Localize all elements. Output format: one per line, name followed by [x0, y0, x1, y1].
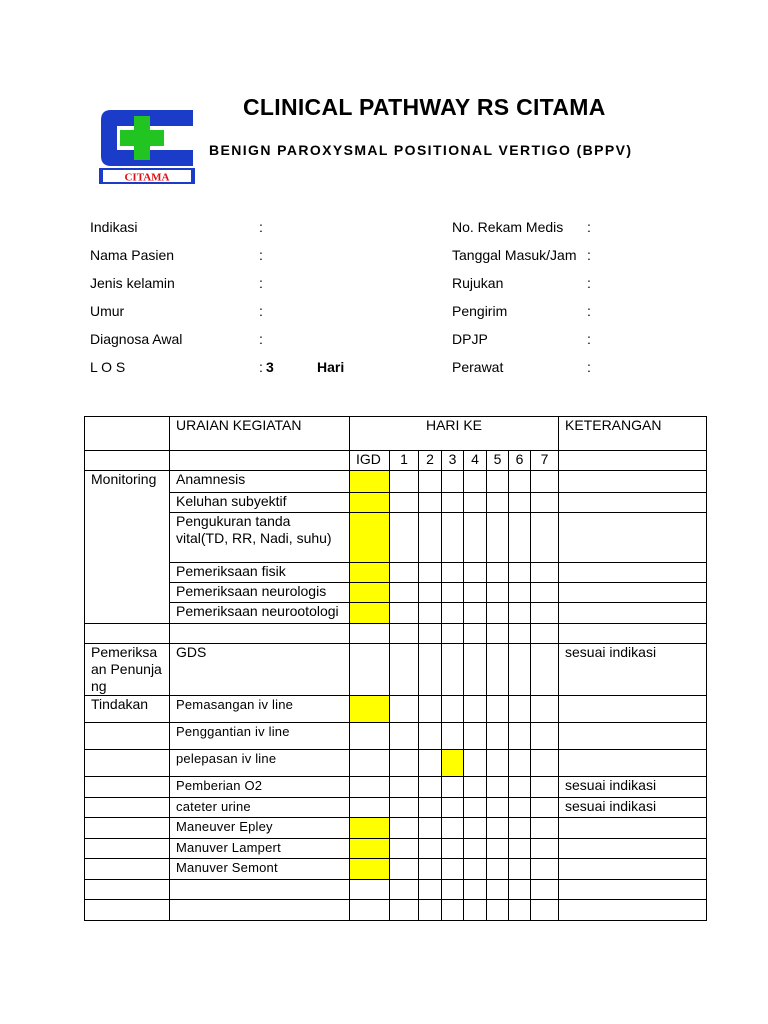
group-cell — [85, 880, 170, 900]
day-cell — [509, 880, 531, 900]
day-cell — [487, 624, 509, 644]
day-cell — [419, 583, 442, 603]
info-colon: : — [587, 331, 591, 347]
activity-cell: cateter urine — [170, 798, 350, 818]
day-cell — [419, 624, 442, 644]
day-cell — [509, 750, 531, 777]
day-cell — [419, 471, 442, 493]
group-cell — [85, 777, 170, 798]
table-row — [85, 798, 707, 818]
info-label: Rujukan — [452, 275, 504, 291]
day-cell — [509, 859, 531, 880]
day-cell — [419, 750, 442, 777]
activity-cell: Manuver Semont — [170, 859, 350, 880]
table-row — [85, 563, 707, 583]
note-cell — [559, 839, 707, 859]
header-uraian: URAIAN KEGIATAN — [170, 417, 350, 451]
day-cell-3 — [442, 750, 464, 777]
day-cell — [531, 777, 559, 798]
day-cell — [531, 798, 559, 818]
info-label: Diagnosa Awal — [90, 331, 183, 347]
day-cell — [487, 603, 509, 624]
los-unit: Hari — [317, 359, 345, 375]
day-cell — [531, 603, 559, 624]
day-cell — [531, 859, 559, 880]
day-cell — [531, 900, 559, 921]
day-cell — [464, 750, 487, 777]
day-cell — [487, 513, 509, 563]
day-cell — [419, 880, 442, 900]
day-cell — [509, 900, 531, 921]
activity-cell: Pengukuran tanda vital(TD, RR, Nadi, suhu) — [170, 513, 350, 563]
day-cell — [487, 471, 509, 493]
day-header-blank — [85, 451, 170, 471]
day-cell-igd — [350, 696, 390, 723]
day-cell — [487, 900, 509, 921]
page-title: CLINICAL PATHWAY RS CITAMA — [243, 94, 606, 120]
day-cell — [487, 563, 509, 583]
day-cell — [390, 839, 419, 859]
table-row — [85, 750, 707, 777]
day-cell — [419, 798, 442, 818]
day-cell — [509, 603, 531, 624]
activity-cell: Pemberian O2 — [170, 777, 350, 798]
day-cell — [442, 696, 464, 723]
day-cell — [487, 818, 509, 839]
group-cell — [85, 723, 170, 750]
day-cell — [419, 603, 442, 624]
note-cell — [559, 818, 707, 839]
group-cell — [85, 798, 170, 818]
day-cell — [419, 513, 442, 563]
group-cell — [85, 750, 170, 777]
day-cell — [531, 624, 559, 644]
day-cell — [442, 624, 464, 644]
day-header-4: 4 — [464, 451, 487, 471]
info-label: Perawat — [452, 359, 504, 375]
day-cell — [509, 644, 531, 696]
day-cell — [487, 777, 509, 798]
day-cell — [442, 563, 464, 583]
day-cell — [390, 777, 419, 798]
day-cell — [487, 723, 509, 750]
info-label: Pengirim — [452, 303, 508, 319]
day-cell — [509, 777, 531, 798]
info-colon: : — [259, 331, 263, 347]
day-cell — [509, 513, 531, 563]
activity-cell — [170, 624, 350, 644]
day-header-5: 5 — [487, 451, 509, 471]
note-cell — [559, 859, 707, 880]
day-cell — [531, 513, 559, 563]
day-cell — [487, 493, 509, 513]
activity-cell — [170, 900, 350, 921]
table-row-empty — [85, 624, 707, 644]
day-header-7: 7 — [531, 451, 559, 471]
activity-cell: pelepasan iv line — [170, 750, 350, 777]
table-row — [85, 818, 707, 839]
day-cell-igd — [350, 603, 390, 624]
header-hari-ke: HARI KE — [350, 417, 559, 451]
day-cell — [419, 696, 442, 723]
day-cell-igd — [350, 839, 390, 859]
day-header-igd: IGD — [350, 451, 390, 471]
table-row — [85, 859, 707, 880]
day-cell — [509, 624, 531, 644]
note-cell: sesuai indikasi — [559, 644, 707, 696]
info-colon: : — [259, 275, 263, 291]
pathway-table-body — [85, 417, 707, 921]
day-cell-igd — [350, 563, 390, 583]
info-colon: : — [587, 219, 591, 235]
day-cell — [419, 818, 442, 839]
patient-info-left — [90, 219, 420, 389]
table-row — [85, 603, 707, 624]
activity-cell: GDS — [170, 644, 350, 696]
day-cell — [464, 880, 487, 900]
day-cell — [487, 644, 509, 696]
day-cell — [350, 624, 390, 644]
info-colon: : — [259, 303, 263, 319]
day-cell — [350, 777, 390, 798]
citama-logo-graphic — [97, 104, 197, 186]
info-label: No. Rekam Medis — [452, 219, 564, 235]
day-cell — [442, 859, 464, 880]
info-label: Nama Pasien — [90, 247, 175, 263]
day-cell — [442, 513, 464, 563]
day-cell — [464, 603, 487, 624]
group-label-pemeriksaan-penunjang — [85, 644, 170, 696]
day-cell — [390, 750, 419, 777]
los-value: 3 — [266, 359, 274, 375]
day-header-3: 3 — [442, 451, 464, 471]
table-row — [85, 471, 707, 493]
note-cell — [559, 603, 707, 624]
header-keterangan: KETERANGAN — [559, 417, 707, 451]
day-cell — [531, 493, 559, 513]
day-cell — [442, 777, 464, 798]
day-cell — [487, 583, 509, 603]
day-cell — [390, 624, 419, 644]
info-label: Tanggal Masuk/Jam — [452, 247, 577, 263]
day-cell — [509, 839, 531, 859]
info-label: Jenis kelamin — [90, 275, 175, 291]
day-cell — [531, 696, 559, 723]
day-cell — [531, 723, 559, 750]
activity-cell — [170, 880, 350, 900]
note-cell — [559, 624, 707, 644]
day-cell — [464, 563, 487, 583]
day-cell — [464, 777, 487, 798]
day-cell — [442, 818, 464, 839]
day-cell — [464, 513, 487, 563]
day-cell — [464, 624, 487, 644]
day-cell — [487, 798, 509, 818]
day-cell — [390, 644, 419, 696]
day-cell — [390, 798, 419, 818]
info-label: L O S — [90, 359, 126, 375]
day-cell — [531, 471, 559, 493]
table-row — [85, 583, 707, 603]
day-cell-igd — [350, 818, 390, 839]
day-cell — [419, 723, 442, 750]
table-row — [85, 777, 707, 798]
patient-info-right — [452, 219, 652, 389]
note-cell — [559, 900, 707, 921]
day-cell — [390, 513, 419, 563]
day-cell — [390, 723, 419, 750]
group-label-text: Pemeriksa an Penunjang — [91, 644, 162, 694]
table-day-header-row — [85, 451, 707, 471]
info-label: Umur — [90, 303, 125, 319]
day-cell — [442, 839, 464, 859]
day-cell — [464, 839, 487, 859]
day-cell — [442, 603, 464, 624]
note-cell — [559, 723, 707, 750]
logo-cross-horizontal — [120, 130, 164, 146]
day-cell — [509, 583, 531, 603]
info-colon: : — [587, 303, 591, 319]
activity-cell: Manuver Lampert — [170, 839, 350, 859]
activity-cell: Anamnesis — [170, 471, 350, 493]
activity-cell: Pemasangan iv line — [170, 696, 350, 723]
group-cell — [85, 859, 170, 880]
day-header-2: 2 — [419, 451, 442, 471]
note-cell — [559, 563, 707, 583]
note-cell — [559, 583, 707, 603]
day-cell — [442, 723, 464, 750]
day-cell — [509, 493, 531, 513]
day-cell-igd — [350, 859, 390, 880]
day-cell — [350, 880, 390, 900]
day-cell — [442, 900, 464, 921]
note-cell — [559, 750, 707, 777]
header-group-cell — [85, 417, 170, 451]
info-colon: : — [587, 359, 591, 375]
table-row — [85, 839, 707, 859]
day-cell — [531, 563, 559, 583]
day-cell — [442, 493, 464, 513]
logo-text: CITAMA — [124, 171, 170, 184]
day-cell — [390, 493, 419, 513]
day-cell — [390, 583, 419, 603]
day-cell — [464, 723, 487, 750]
day-cell — [390, 563, 419, 583]
day-cell — [390, 880, 419, 900]
info-colon: : — [587, 275, 591, 291]
day-cell — [531, 644, 559, 696]
day-cell — [419, 493, 442, 513]
day-cell — [350, 900, 390, 921]
day-cell — [464, 644, 487, 696]
day-cell — [350, 798, 390, 818]
day-cell — [442, 798, 464, 818]
day-cell — [442, 880, 464, 900]
table-row-empty — [85, 900, 707, 921]
table-row — [85, 696, 707, 723]
day-cell — [464, 696, 487, 723]
day-cell — [419, 839, 442, 859]
note-cell — [559, 696, 707, 723]
day-cell — [419, 859, 442, 880]
table-row — [85, 644, 707, 696]
day-cell — [419, 900, 442, 921]
activity-cell: Pemeriksaan neurologis — [170, 583, 350, 603]
day-cell — [419, 563, 442, 583]
day-header-blank — [559, 451, 707, 471]
info-label: DPJP — [452, 331, 488, 347]
day-cell — [442, 644, 464, 696]
table-header-row — [85, 417, 707, 451]
day-cell — [350, 750, 390, 777]
day-cell — [464, 818, 487, 839]
day-cell — [390, 859, 419, 880]
day-cell — [487, 750, 509, 777]
activity-cell: Maneuver Epley — [170, 818, 350, 839]
day-cell — [419, 777, 442, 798]
day-cell — [442, 471, 464, 493]
day-cell — [390, 603, 419, 624]
table-row — [85, 723, 707, 750]
day-cell-igd — [350, 471, 390, 493]
day-header-blank — [170, 451, 350, 471]
table-row — [85, 513, 707, 563]
day-cell — [390, 696, 419, 723]
note-cell — [559, 880, 707, 900]
day-cell — [390, 818, 419, 839]
activity-cell: Penggantian iv line — [170, 723, 350, 750]
day-header-6: 6 — [509, 451, 531, 471]
table-row — [85, 493, 707, 513]
pathway-table — [84, 416, 707, 921]
day-cell — [419, 644, 442, 696]
day-cell — [350, 723, 390, 750]
day-cell — [464, 798, 487, 818]
table-row-empty — [85, 880, 707, 900]
info-colon: : — [259, 247, 263, 263]
day-cell — [390, 900, 419, 921]
info-label: Indikasi — [90, 219, 138, 235]
day-header-1: 1 — [390, 451, 419, 471]
day-cell — [531, 750, 559, 777]
day-cell — [509, 471, 531, 493]
day-cell — [464, 471, 487, 493]
group-label-monitoring: Monitoring — [85, 471, 170, 624]
info-colon: : — [259, 359, 263, 375]
group-cell — [85, 839, 170, 859]
day-cell — [464, 493, 487, 513]
day-cell — [487, 696, 509, 723]
day-cell — [531, 583, 559, 603]
group-label-tindakan: Tindakan — [85, 696, 170, 723]
day-cell — [464, 900, 487, 921]
activity-cell: Pemeriksaan neurootologi — [170, 603, 350, 624]
day-cell — [509, 696, 531, 723]
day-cell — [464, 583, 487, 603]
group-cell — [85, 624, 170, 644]
day-cell-igd — [350, 513, 390, 563]
day-cell — [509, 798, 531, 818]
note-cell: sesuai indikasi — [559, 798, 707, 818]
day-cell — [350, 644, 390, 696]
day-cell — [390, 471, 419, 493]
day-cell — [487, 859, 509, 880]
day-cell-igd — [350, 583, 390, 603]
activity-cell: Pemeriksaan fisik — [170, 563, 350, 583]
day-cell — [509, 563, 531, 583]
note-cell — [559, 513, 707, 563]
citama-logo — [97, 104, 197, 186]
group-cell — [85, 818, 170, 839]
info-colon: : — [587, 247, 591, 263]
day-cell — [442, 583, 464, 603]
day-cell — [531, 818, 559, 839]
activity-cell: Keluhan subyektif — [170, 493, 350, 513]
day-cell-igd — [350, 493, 390, 513]
info-colon: : — [259, 219, 263, 235]
day-cell — [531, 880, 559, 900]
page-subtitle: BENIGN PAROXYSMAL POSITIONAL VERTIGO (BPPV) — [209, 142, 633, 158]
group-cell — [85, 900, 170, 921]
note-cell: sesuai indikasi — [559, 777, 707, 798]
day-cell — [509, 723, 531, 750]
note-cell — [559, 471, 707, 493]
note-cell — [559, 493, 707, 513]
day-cell — [509, 818, 531, 839]
day-cell — [464, 859, 487, 880]
day-cell — [487, 839, 509, 859]
day-cell — [531, 839, 559, 859]
day-cell — [487, 880, 509, 900]
